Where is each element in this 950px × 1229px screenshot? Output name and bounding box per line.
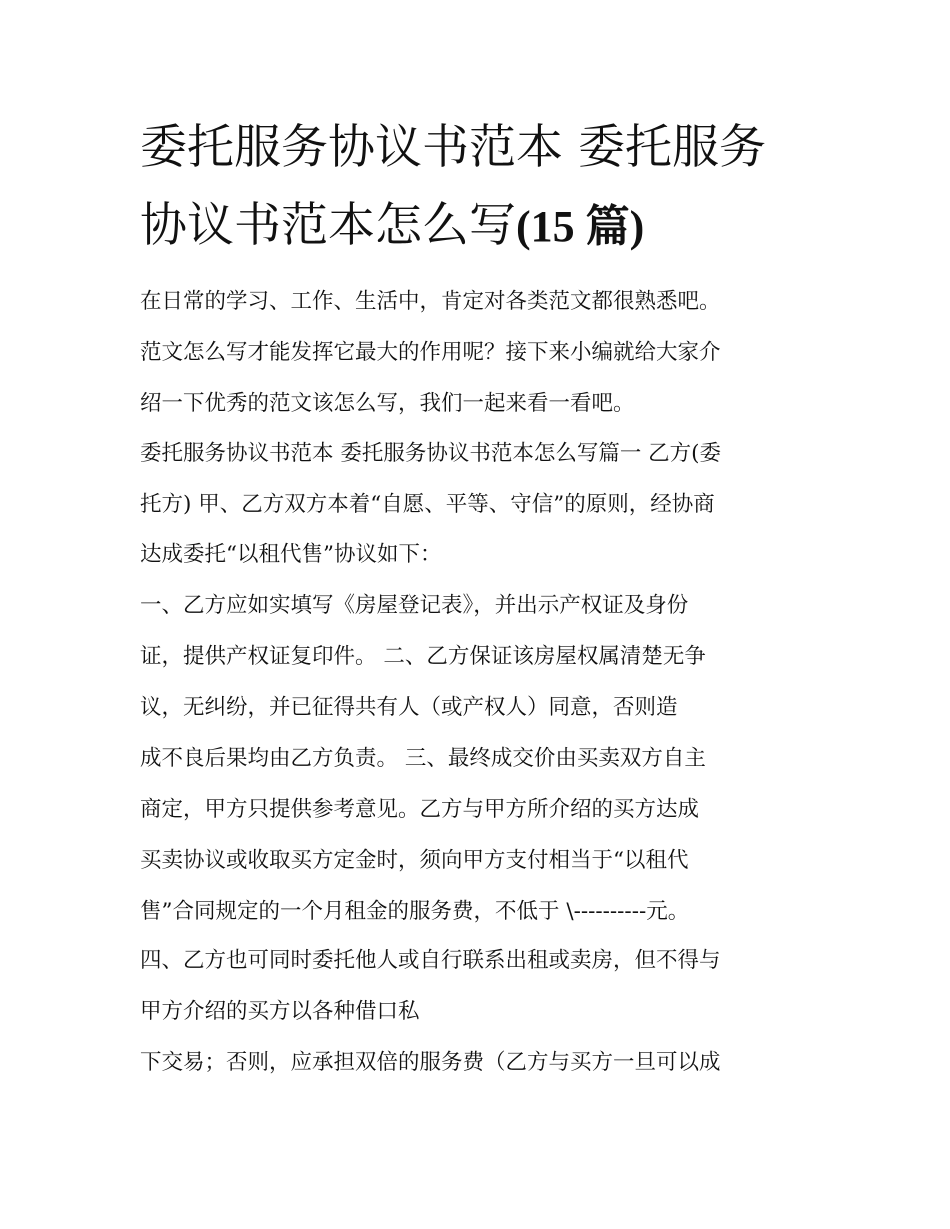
title-count: (15 篇) — [516, 202, 645, 251]
title-text-2: 协议书范本怎么写 — [140, 198, 516, 253]
paragraph-line: 买卖协议或收取买方定金时，须向甲方支付相当于“以租代 — [140, 848, 689, 873]
paragraph-line: 售”合同规定的一个月租金的服务费，不低于 \----------元。 — [140, 899, 690, 924]
document-title-line-2 — [140, 196, 644, 257]
paragraph-line: 委托服务协议书范本 委托服务协议书范本怎么写篇一 乙方(委 — [140, 441, 722, 466]
title-text-1: 委托服务协议书范本 委托服务 — [140, 120, 766, 175]
paragraph-line: 证，提供产权证复印件。 二、乙方保证该房屋权属清楚无争 — [140, 644, 706, 669]
paragraph-line: 达成委托“以租代售”协议如下： — [140, 542, 442, 567]
paragraph-line: 商定，甲方只提供参考意见。乙方与甲方所介绍的买方达成 — [140, 797, 700, 822]
paragraph-line: 四、乙方也可同时委托他人或自行联系出租或卖房，但不得与 — [140, 948, 721, 973]
paragraph-line: 下交易；否则，应承担双倍的服务费（乙方与买方一旦可以成 — [140, 1050, 721, 1075]
paragraph-line: 甲方介绍的买方以各种借口私 — [140, 999, 420, 1024]
paragraph-line: 在日常的学习、工作、生活中，肯定对各类范文都很熟悉吧。 — [140, 289, 721, 314]
paragraph-line: 议，无纠纷，并已征得共有人（或产权人）同意，否则造 — [140, 695, 678, 720]
paragraph-line: 一、乙方应如实填写《房屋登记表》，并出示产权证及身份 — [140, 593, 689, 618]
paragraph-line: 托方) 甲、乙方双方本着“自愿、平等、守信”的原则，经协商 — [140, 492, 715, 517]
paragraph-line: 成不良后果均由乙方负责。 三、最终成交价由买卖双方自主 — [140, 746, 706, 771]
document-title-line-1 — [140, 118, 766, 178]
paragraph-line: 绍一下优秀的范文该怎么写，我们一起来看一看吧。 — [140, 391, 635, 416]
paragraph-line: 范文怎么写才能发挥它最大的作用呢？接下来小编就给大家介 — [140, 340, 721, 365]
